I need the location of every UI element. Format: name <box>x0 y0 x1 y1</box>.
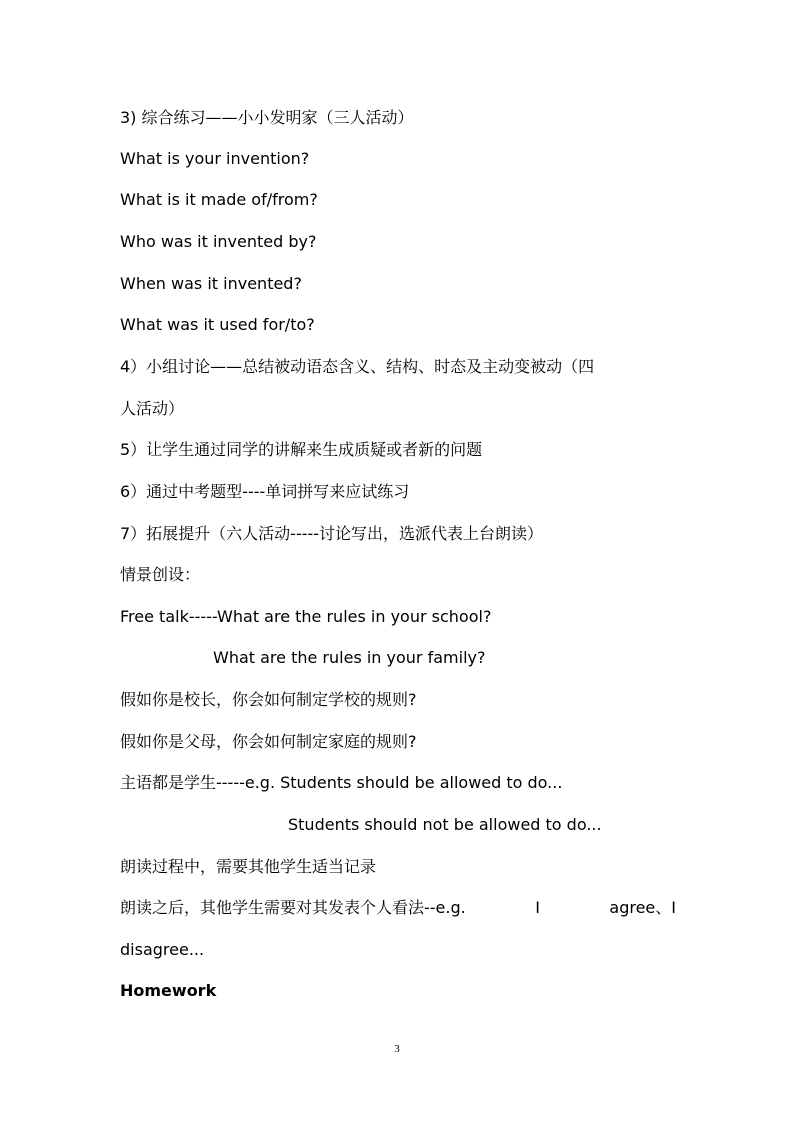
principal-question: 假如你是校长，你会如何制定学校的规则? <box>120 690 417 709</box>
opinion-line-continued: disagree... <box>120 940 205 959</box>
free-talk-line: Free talk-----What are the rules in your school? <box>120 607 492 626</box>
free-talk-family-line: What are the rules in your family? <box>213 648 486 667</box>
question-used-for: What was it used for/to? <box>120 315 315 334</box>
opinion-lead: 朗读之后，其他学生需要对其发表个人看法--e.g. <box>120 898 466 917</box>
section-5-text: 5）让学生通过同学的讲解来生成质疑或者新的问题 <box>120 440 483 459</box>
section-4-text-continued: 人活动） <box>120 399 185 418</box>
scenario-heading: 情景创设： <box>120 565 201 584</box>
reading-process-line: 朗读过程中，需要其他学生适当记录 <box>120 857 377 876</box>
section-6-text: 6）通过中考题型----单词拼写来应试练习 <box>120 482 410 501</box>
subject-example-negative: Students should not be allowed to do... <box>288 815 602 834</box>
question-invented-by: Who was it invented by? <box>120 232 317 251</box>
opinion-word-agree: agree、I <box>609 898 676 917</box>
question-when-invented: When was it invented? <box>120 274 302 293</box>
section-7-text: 7）拓展提升（六人活动-----讨论写出，选派代表上台朗读） <box>120 524 544 543</box>
opinion-line <box>120 898 676 918</box>
page-number: 3 <box>394 1043 400 1055</box>
question-made-of: What is it made of/from? <box>120 190 318 209</box>
question-invention: What is your invention? <box>120 149 310 168</box>
parent-question: 假如你是父母，你会如何制定家庭的规则? <box>120 732 417 751</box>
homework-heading: Homework <box>120 981 217 1000</box>
subject-example-line: 主语都是学生-----e.g. Students should be allowed to do... <box>120 773 563 792</box>
opinion-word-i: I <box>535 898 540 917</box>
section-3-heading: 3) 综合练习——小小发明家（三人活动） <box>120 108 414 127</box>
section-4-text: 4）小组讨论——总结被动语态含义、结构、时态及主动变被动（四 <box>120 357 595 376</box>
